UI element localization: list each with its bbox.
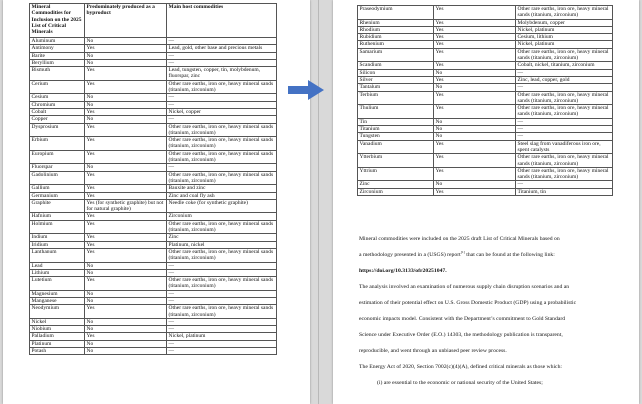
mineral-cell: Beryllium [30, 59, 85, 66]
host-commodities-cell: Cobalt, nickel, titanium, zirconium [516, 62, 613, 69]
byproduct-cell: No [85, 164, 167, 171]
host-commodities-cell: Zinc [167, 234, 277, 241]
table-row [358, 91, 613, 105]
byproduct-cell: Yes [85, 277, 167, 291]
paragraph-line: Mineral commodities were included on the 2025 draft List of Critical Minerals based on [359, 236, 560, 242]
byproduct-cell: Yes [85, 137, 167, 151]
host-commodities-cell: — [167, 290, 277, 297]
byproduct-cell: No [434, 133, 516, 140]
mineral-cell: Tantalum [358, 84, 434, 91]
table-row [30, 348, 277, 355]
host-commodities-cell: Other rare earths, iron ore, heavy mineral sands (titanium, zirconium) [167, 277, 277, 291]
byproduct-cell: No [85, 116, 167, 123]
mineral-cell: Rhenium [358, 19, 434, 26]
page-separator [318, 0, 319, 404]
table-row [30, 94, 277, 101]
table-row [30, 52, 277, 59]
mineral-cell: Zirconium [358, 188, 434, 195]
byproduct-cell: Yes [434, 62, 516, 69]
paragraph-line: (i) are essential to the economic or national security of the United States; [377, 380, 543, 386]
mineral-cell: Magnesium [30, 290, 85, 297]
table-row [30, 234, 277, 241]
host-commodities-cell: — [167, 348, 277, 355]
host-commodities-cell: Platinum, nickel [167, 241, 277, 248]
table-row [30, 108, 277, 115]
host-commodities-cell: Other rare earths, iron ore, heavy mineral sands (titanium, zirconium) [167, 220, 277, 234]
paragraph-line: The Energy Act of 2020, Section 7002(c)(4)(A), defined critical minerals as those which: [359, 364, 563, 370]
byproduct-cell: Yes [85, 305, 167, 319]
table-row [30, 185, 277, 192]
host-commodities-cell: — [167, 318, 277, 325]
byproduct-cell: Yes [434, 41, 516, 48]
table-row [30, 192, 277, 199]
byproduct-cell: Yes [434, 34, 516, 41]
host-commodities-cell: Other rare earths, iron ore, heavy mineral sands (titanium, zirconium) [167, 171, 277, 185]
mineral-cell: Vanadium [358, 140, 434, 154]
mineral-cell: Lanthanum [30, 248, 85, 262]
paragraph-text: a methodology presented in a (USGS) report [359, 252, 461, 258]
host-commodities-cell: Bauxite and zinc [167, 185, 277, 192]
table-row [30, 67, 277, 81]
host-commodities-cell: — [516, 69, 613, 76]
mineral-cell: Silicon [358, 69, 434, 76]
byproduct-cell: No [85, 262, 167, 269]
byproduct-cell: Yes [434, 167, 516, 181]
table-row [358, 62, 613, 69]
table-header-row [30, 4, 277, 38]
mineral-cell: Manganese [30, 297, 85, 304]
host-commodities-cell: Other rare earths, iron ore, heavy mineral sands (titanium, zirconium) [516, 167, 613, 181]
byproduct-cell: Yes [85, 123, 167, 137]
arrow-icon [288, 80, 324, 100]
host-commodities-cell: — [167, 340, 277, 347]
mineral-cell: Ruthenium [358, 41, 434, 48]
mineral-cell: Cesium [30, 94, 85, 101]
mineral-cell: Aluminum [30, 38, 85, 45]
table-row [30, 101, 277, 108]
mineral-cell: Fluorspar [30, 164, 85, 171]
mineral-cell: Cerium [30, 80, 85, 94]
host-commodities-cell: Other rare earths, iron ore, heavy mineral sands (titanium, zirconium) [167, 137, 277, 151]
host-commodities-cell: Lead, tungsten, copper, tin, molybdenum, fluorspar, zinc [167, 67, 277, 81]
byproduct-cell: Yes [434, 105, 516, 119]
host-commodities-cell: Zinc, lead, copper, gold [516, 76, 613, 83]
host-commodities-cell: — [167, 269, 277, 276]
byproduct-cell: Yes [85, 248, 167, 262]
footnote-reference[interactable]: [1] [460, 250, 465, 255]
table-row [30, 241, 277, 248]
byproduct-cell: No [85, 38, 167, 45]
table-row [358, 76, 613, 83]
mineral-cell: Hafnium [30, 213, 85, 220]
byproduct-cell: No [85, 94, 167, 101]
mineral-cell: Titanium [358, 126, 434, 133]
table-row [30, 262, 277, 269]
mineral-cell: Rhodium [358, 26, 434, 33]
table-row [358, 118, 613, 125]
document-page-left [3, 0, 310, 404]
host-commodities-cell: Other rare earths, iron ore, heavy mineral sands (titanium, zirconium) [167, 150, 277, 164]
table-row [30, 333, 277, 340]
mineral-cell: Niobium [30, 326, 85, 333]
mineral-cell: Copper [30, 116, 85, 123]
paragraph-line [359, 268, 621, 275]
host-commodities-cell: Needle coke (for synthetic graphite) [167, 199, 277, 213]
byproduct-cell: Yes (for synthetic graphite) but not for natural graphite) [85, 199, 167, 213]
mineral-cell: Palladium [30, 333, 85, 340]
host-commodities-cell: Nickel, copper [167, 108, 277, 115]
host-commodities-cell: Cesium, lithium [516, 34, 613, 41]
table-row [30, 305, 277, 319]
mineral-cell: Lutetium [30, 277, 85, 291]
mineral-cell: Silver [358, 76, 434, 83]
byproduct-cell: No [85, 318, 167, 325]
host-commodities-cell: — [167, 262, 277, 269]
table-row [30, 340, 277, 347]
mineral-cell: Gallium [30, 185, 85, 192]
header-byproduct: Predominately produced as a byproduct [85, 4, 167, 38]
host-commodities-cell: — [516, 181, 613, 188]
byproduct-cell: No [85, 269, 167, 276]
header-mineral-commodities: Mineral Commodities for Inclusion on the 2025 List of Critical Minerals [30, 4, 85, 38]
table-row [30, 150, 277, 164]
byproduct-cell: Yes [434, 26, 516, 33]
host-commodities-cell: Other rare earths, iron ore, heavy mineral sands (titanium, zirconium) [516, 105, 613, 119]
document-page-right [333, 0, 639, 404]
byproduct-cell: No [434, 69, 516, 76]
host-commodities-cell: — [516, 133, 613, 140]
paragraph-line: estimation of their potential effect on U.S. Gross Domestic Product (GDP) using a probabilistic [359, 300, 577, 306]
host-commodities-cell: Zirconium [167, 213, 277, 220]
byproduct-cell: Yes [434, 91, 516, 105]
mineral-cell: Neodymium [30, 305, 85, 319]
mineral-cell: Gadolinium [30, 171, 85, 185]
table-row [30, 123, 277, 137]
doi-link[interactable]: https://doi.org/10.3133/ofr20251047 [359, 268, 446, 274]
table-row [30, 38, 277, 45]
table-row [358, 167, 613, 181]
table-row [30, 248, 277, 262]
host-commodities-cell: Other rare earths, iron ore, heavy mineral sands (titanium, zirconium) [516, 6, 613, 20]
table-row [358, 140, 613, 154]
critical-minerals-table-right [357, 5, 613, 196]
host-commodities-cell: Nickel, platinum [167, 333, 277, 340]
table-row [358, 48, 613, 62]
byproduct-cell: Yes [434, 19, 516, 26]
host-commodities-cell: — [167, 297, 277, 304]
byproduct-cell: Yes [85, 80, 167, 94]
mineral-cell: Graphite [30, 199, 85, 213]
host-commodities-cell: — [167, 94, 277, 101]
byproduct-cell: No [434, 126, 516, 133]
mineral-cell: Lithium [30, 269, 85, 276]
table-row [30, 199, 277, 213]
table-row [30, 171, 277, 185]
mineral-cell: Erbium [30, 137, 85, 151]
byproduct-cell: Yes [85, 150, 167, 164]
paragraph-line: The analysis involved an examination of numerous supply chain disruption scenarios and an [359, 284, 570, 290]
byproduct-cell: Yes [85, 108, 167, 115]
host-commodities-cell: — [516, 118, 613, 125]
table-row [30, 137, 277, 151]
byproduct-cell: Yes [434, 48, 516, 62]
arrow-shape [288, 80, 324, 100]
mineral-cell: Potash [30, 348, 85, 355]
table-row [358, 133, 613, 140]
host-commodities-cell: Other rare earths, iron ore, heavy mineral sands (titanium, zirconium) [516, 48, 613, 62]
paragraph-line: reproducible, and went through an unbiased peer review process. [359, 348, 507, 354]
table-row [30, 290, 277, 297]
byproduct-cell: No [85, 290, 167, 297]
table-row [358, 105, 613, 119]
table-row [30, 326, 277, 333]
table-row [358, 69, 613, 76]
table-row [358, 41, 613, 48]
table-row [30, 116, 277, 123]
paragraph-text: that can be found at the following link: [464, 252, 555, 258]
host-commodities-cell: Nickel, platinum [516, 41, 613, 48]
mineral-cell: Holmium [30, 220, 85, 234]
byproduct-cell: Yes [434, 76, 516, 83]
mineral-cell: Zinc [358, 181, 434, 188]
host-commodities-cell: — [167, 164, 277, 171]
table-row [358, 34, 613, 41]
byproduct-cell: Yes [85, 192, 167, 199]
byproduct-cell: Yes [85, 171, 167, 185]
mineral-cell: Europium [30, 150, 85, 164]
mineral-cell: Thulium [358, 105, 434, 119]
host-commodities-cell: — [167, 116, 277, 123]
byproduct-cell: Yes [85, 45, 167, 52]
host-commodities-cell: — [167, 52, 277, 59]
mineral-cell: Rubidium [358, 34, 434, 41]
host-commodities-cell: Zinc and coal fly ash [167, 192, 277, 199]
paragraph-line: economic impacts model. Consistent with the Department’s commitment to Gold Standard [359, 316, 566, 322]
link-period: . [445, 268, 447, 274]
byproduct-cell: Yes [434, 6, 516, 20]
byproduct-cell: Yes [434, 154, 516, 168]
table-row [358, 154, 613, 168]
mineral-cell: Chromium [30, 101, 85, 108]
byproduct-cell: No [434, 84, 516, 91]
byproduct-cell: No [85, 326, 167, 333]
mineral-cell: Iridium [30, 241, 85, 248]
table-row [358, 188, 613, 195]
table-row [30, 45, 277, 52]
host-commodities-cell: — [167, 326, 277, 333]
host-commodities-cell: Other rare earths, iron ore, heavy mineral sands (titanium, zirconium) [167, 123, 277, 137]
mineral-cell: Indium [30, 234, 85, 241]
table-row [358, 84, 613, 91]
byproduct-cell: No [85, 52, 167, 59]
table-row [358, 181, 613, 188]
byproduct-cell: Yes [85, 241, 167, 248]
byproduct-cell: Yes [85, 234, 167, 241]
host-commodities-cell: Titanium, tin [516, 188, 613, 195]
host-commodities-cell: — [167, 101, 277, 108]
byproduct-cell: No [434, 181, 516, 188]
table-row [30, 220, 277, 234]
table-row [30, 213, 277, 220]
byproduct-cell: Yes [434, 140, 516, 154]
critical-minerals-table-left [29, 3, 277, 355]
host-commodities-cell: — [167, 59, 277, 66]
table-row [30, 277, 277, 291]
mineral-cell: Tungsten [358, 133, 434, 140]
host-commodities-cell: — [516, 84, 613, 91]
table-row [30, 164, 277, 171]
paragraph-line: Science under Executive Order (E.O.) 14303, the methodology publication is transparent, [359, 332, 563, 338]
byproduct-cell: Yes [85, 220, 167, 234]
host-commodities-cell: Nickel, platinum [516, 26, 613, 33]
table-row [358, 126, 613, 133]
byproduct-cell: No [85, 348, 167, 355]
host-commodities-cell: Other rare earths, iron ore, heavy mineral sands (titanium, zirconium) [516, 91, 613, 105]
byproduct-cell: No [85, 101, 167, 108]
mineral-cell: Tin [358, 118, 434, 125]
byproduct-cell: Yes [85, 67, 167, 81]
table-row [358, 6, 613, 20]
mineral-cell: Ytterbium [358, 154, 434, 168]
mineral-cell: Scandium [358, 62, 434, 69]
byproduct-cell: No [85, 340, 167, 347]
byproduct-cell: No [85, 59, 167, 66]
host-commodities-cell: — [516, 126, 613, 133]
byproduct-cell: No [434, 118, 516, 125]
byproduct-cell: Yes [85, 333, 167, 340]
paragraph-line [359, 252, 621, 259]
mineral-cell: Platinum [30, 340, 85, 347]
mineral-cell: Bismuth [30, 67, 85, 81]
mineral-cell: Praseodymium [358, 6, 434, 20]
mineral-cell: Germanium [30, 192, 85, 199]
mineral-cell: Antimony [30, 45, 85, 52]
mineral-cell: Lead [30, 262, 85, 269]
host-commodities-cell: Other rare earths, iron ore, heavy mineral sands (titanium, zirconium) [516, 154, 613, 168]
mineral-cell: Dysprosium [30, 123, 85, 137]
mineral-cell: Cobalt [30, 108, 85, 115]
byproduct-cell: No [85, 297, 167, 304]
mineral-cell: Barite [30, 52, 85, 59]
table-row [30, 59, 277, 66]
host-commodities-cell: Other rare earths, iron ore, heavy mineral sands (titanium, zirconium) [167, 305, 277, 319]
table-row [30, 269, 277, 276]
table-row [358, 19, 613, 26]
table-row [30, 80, 277, 94]
header-host-commodities: Main host commodities [167, 4, 277, 38]
table-row [30, 297, 277, 304]
host-commodities-cell: Lead, gold, other base and precious metals [167, 45, 277, 52]
byproduct-cell: Yes [434, 188, 516, 195]
table-row [358, 26, 613, 33]
mineral-cell: Terbium [358, 91, 434, 105]
host-commodities-cell: Other rare earths, iron ore, heavy mineral sands (titanium, zirconium) [167, 248, 277, 262]
mineral-cell: Samarium [358, 48, 434, 62]
host-commodities-cell: — [167, 38, 277, 45]
table-row [30, 318, 277, 325]
byproduct-cell: Yes [85, 213, 167, 220]
host-commodities-cell: Molybdenum, copper [516, 19, 613, 26]
mineral-cell: Nickel [30, 318, 85, 325]
mineral-cell: Yttrium [358, 167, 434, 181]
byproduct-cell: Yes [85, 185, 167, 192]
host-commodities-cell: Other rare earths, iron ore, heavy mineral sands (titanium, zirconium) [167, 80, 277, 94]
host-commodities-cell: Steel slag from vanadiferous iron ore, spent catalysts [516, 140, 613, 154]
